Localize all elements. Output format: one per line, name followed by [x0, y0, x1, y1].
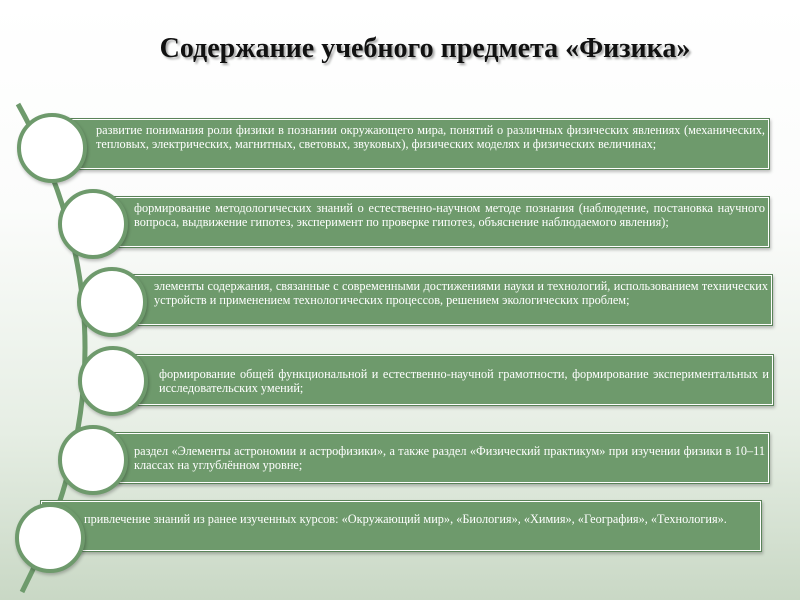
bullet-circle: [77, 267, 147, 337]
list-item-text: формирование общей функциональной и естественно-научной грамотности, формирование экспериментальных и исследовательских умений;: [159, 367, 769, 395]
slide-title: Содержание учебного предмета «Физика»: [159, 33, 691, 64]
bullet-circle: [78, 346, 148, 416]
bullet-circle: [17, 113, 87, 183]
list-item-band: [95, 432, 770, 484]
list-item-band: [120, 354, 774, 406]
list-item-text: раздел «Элементы астрономии и астрофизики», а также раздел «Физический практикум» при изучении физики в 10–11 классах на углублённом уровне;: [134, 444, 765, 472]
bullet-circle: [58, 425, 128, 495]
list-item-band: [115, 274, 773, 326]
bullet-circle: [58, 189, 128, 259]
list-item-text: привлечение знаний из ранее изученных курсов: «Окружающий мир», «Биология», «Химия», «География», «Технология».: [84, 512, 727, 526]
bullet-circle: [15, 503, 85, 573]
list-item-band: [95, 196, 770, 248]
list-item-band: [40, 500, 762, 552]
list-item-band: [55, 118, 770, 170]
list-item-text: развитие понимания роли физики в познании окружающего мира, понятий о различных физических явлениях (механических, тепловых, электрических, магнитных, световых, звуковых), физических моделях и физических величинах;: [96, 123, 765, 151]
list-item-text: элементы содержания, связанные с современными достижениями науки и технологий, использованием технических устройств и применением технологических процессов, решением экологических проблем;: [154, 279, 768, 307]
list-item-text: формирование методологических знаний о естественно-научном методе познания (наблюдение, постановка научного вопроса, выдвижение гипотез, эксперимент по проверке гипотез, объяснение наблюдаемого явления);: [134, 201, 765, 229]
